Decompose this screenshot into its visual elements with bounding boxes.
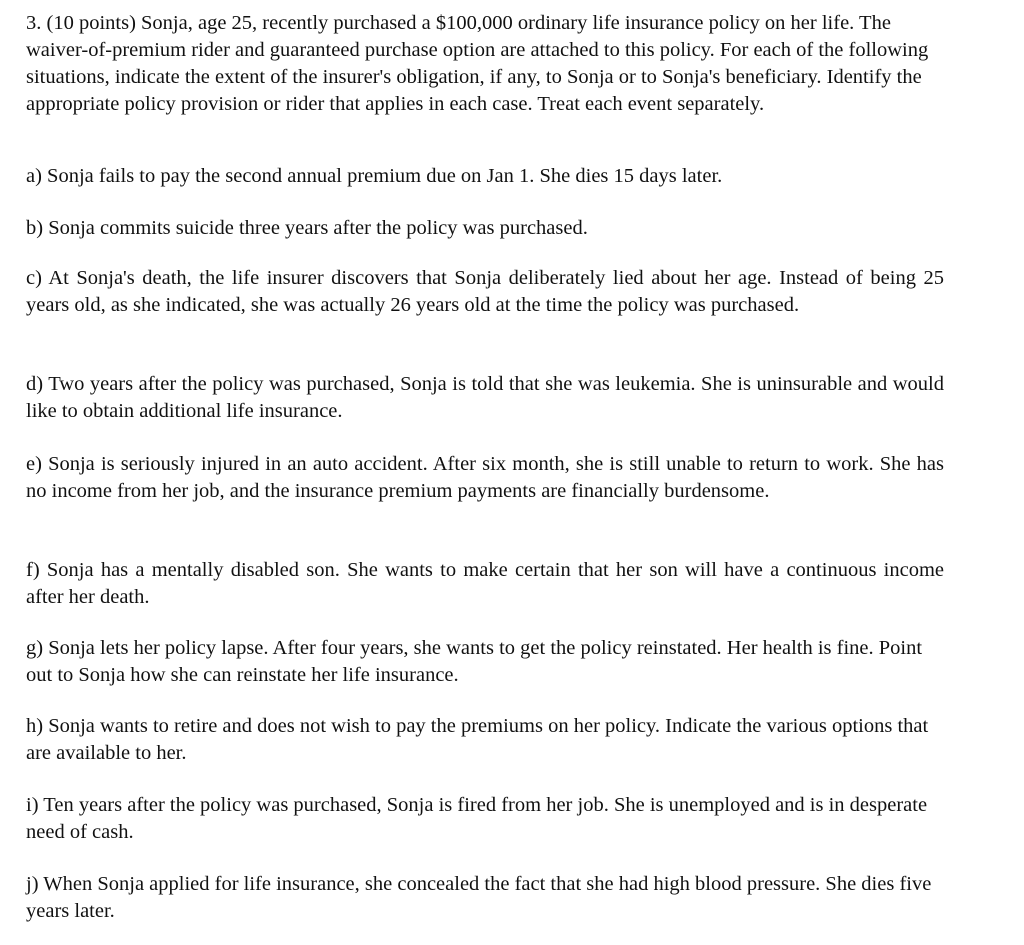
situation-e: e) Sonja is seriously injured in an auto accident. After six month, she is still unable to return to work. She has no income from her job, and the insurance premium payments are financially burdensome. [26,453,944,502]
situation-c: c) At Sonja's death, the life insurer discovers that Sonja deliberately lied about her age. Instead of being 25 years old, as she indicated, she was actually 26 years old at the time the policy was purchased. [26,267,944,316]
question-intro: 3. (10 points) Sonja, age 25, recently purchased a $100,000 ordinary life insurance policy on her life. The waiver-of-premium rider and guaranteed purchase option are attached to this policy. For each of the following situations, indicate the extent of the insurer's obligation, if any, to Sonja or to Sonja's beneficiary. Identify the appropriate policy provision or rider that applies in each case. Treat each event separately. [26,12,929,115]
situation-f: f) Sonja has a mentally disabled son. She wants to make certain that her son will have a continuous income after her death. [26,559,944,608]
situation-d: d) Two years after the policy was purchased, Sonja is told that she was leukemia. She is uninsurable and would like to obtain additional life insurance. [26,373,944,422]
situation-j: j) When Sonja applied for life insurance, she concealed the fact that she had high blood pressure. She dies five years later. [26,873,932,922]
situation-g: g) Sonja lets her policy lapse. After four years, she wants to get the policy reinstated. Her health is fine. Point out to Sonja how she can reinstate her life insurance. [26,637,923,686]
situation-i: i) Ten years after the policy was purchased, Sonja is fired from her job. She is unemployed and is in desperate need of cash. [26,794,928,843]
situation-a: a) Sonja fails to pay the second annual premium due on Jan 1. She dies 15 days later. [26,165,723,187]
situation-b: b) Sonja commits suicide three years after the policy was purchased. [26,217,588,239]
situation-h: h) Sonja wants to retire and does not wish to pay the premiums on her policy. Indicate the various options that are available to her. [26,715,929,764]
